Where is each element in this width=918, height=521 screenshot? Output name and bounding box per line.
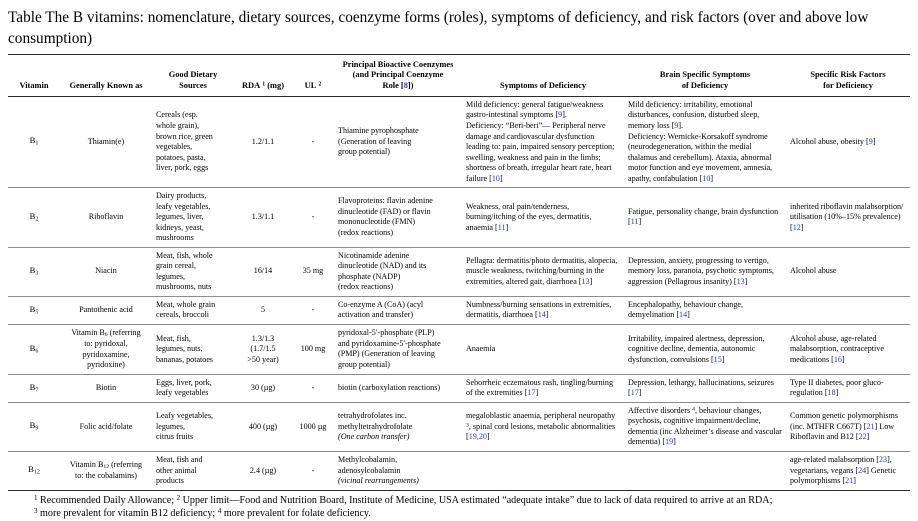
cell-risk-factors bbox=[786, 296, 910, 324]
cell-symptoms: Numbness/burning sensations in extremities, dermatitis, diarrhoea [14] bbox=[466, 299, 612, 320]
cell-vitamin: $B_3$ bbox=[29, 265, 39, 277]
cell-sources: Cereals (esp. whole grain), brown rice, green vegetables, potatoes, pasta, liver, pork, eggs bbox=[156, 110, 213, 173]
cell-vitamin: $B_7$ bbox=[29, 381, 39, 394]
cell-ul: - bbox=[311, 465, 315, 475]
cell-ul: - bbox=[311, 136, 315, 146]
cell-brain-symptoms: Irritability, impaired alertness, depression, cognitive decline, dementia, autonomic dysfunction, convulsions [15] bbox=[628, 333, 765, 364]
cell-known-as: Vitamin $B_{12}$ (referring to: the cobalamins) bbox=[69, 459, 143, 481]
cell-vitamin: $B_1$ bbox=[29, 135, 39, 147]
cell-vitamin: $B_{12}$ bbox=[28, 464, 40, 476]
col-header-symptoms: Symptoms of Deficiency bbox=[499, 80, 587, 90]
cell-rda: 2.4 (µg) bbox=[249, 465, 277, 475]
cell-known-as: Pantothenic acid bbox=[79, 304, 133, 314]
cell-known-as: Biotin bbox=[95, 383, 117, 393]
cell-risk-factors: Alcohol abuse, obesity [9] bbox=[790, 136, 876, 146]
cell-brain-symptoms: Affective disorders $^4$, behaviour changes, psychosis, cognitive impairment/decline, dementia (inc Alzheimer’s disease and vascular dementia) [19] bbox=[628, 405, 782, 447]
cell-rda: 1.3/1.1 bbox=[251, 212, 275, 222]
col-header-sources: Good Dietary Sources bbox=[168, 70, 218, 90]
cell-ul: - bbox=[311, 383, 315, 393]
cell-symptoms: Anaemia bbox=[466, 344, 496, 354]
cell-sources: Eggs, liver, pork, leafy vegetables bbox=[156, 377, 212, 398]
cell-known-as: Niacin bbox=[95, 266, 117, 276]
cell-ul: - bbox=[311, 304, 315, 314]
cell-sources: Meat, fish and other animal products bbox=[156, 455, 203, 486]
cell-risk-factors: age-related malabsorption [23], vegetarians, vegans [24] Genetic polymorphisms [21] bbox=[790, 455, 897, 486]
cell-symptoms: Pellagra: dermatitis/photo dermatitis, alopecia, muscle weakness, twitching/burning in the extremities, altered gait, diarrhoea [13] bbox=[466, 255, 618, 286]
cell-known-as: Vitamin $B_6$ (referring to: pyridoxal, pyridoxamine, pyridoxine) bbox=[71, 327, 141, 370]
cell-rda: 1.2/1.1 bbox=[251, 136, 275, 146]
cell-rda: 400 (µg) bbox=[248, 421, 278, 431]
table-footnotes bbox=[8, 491, 910, 521]
cell-symptoms: Weakness, oral pain/tenderness, burning/itching of the eyes, dermatitis, anaemia [11] bbox=[466, 201, 592, 232]
cell-risk-factors: inherited riboflavin malabsorption/ utilisation (10%–15% prevalence) [12] bbox=[790, 201, 904, 232]
cell-brain-symptoms: Depression, anxiety, progressing to vertigo, memory loss, paranoia, psychotic symptoms, aggression (Pellagrous insanity) [13] bbox=[628, 255, 774, 286]
cell-symptoms: megaloblastic anaemia, peripheral neuropathy $^3$, spinal cord lesions, metabolic abnormalities [19,20] bbox=[466, 411, 616, 442]
cell-rda: 5 bbox=[260, 304, 266, 314]
cell-coenzyme: Methylcobalamin, adenosylcobalamin (vicinal rearrangements) bbox=[338, 455, 419, 486]
table-row bbox=[8, 296, 910, 324]
col-header-known-as: Generally Known as bbox=[69, 80, 143, 90]
header-row bbox=[8, 55, 910, 97]
cell-brain-symptoms: Encephalopathy, behaviour change, demyelination [14] bbox=[628, 299, 743, 320]
col-header-coenzyme: Principal Bioactive Coenzymes (and Principal Coenzyme Role [8]) bbox=[342, 60, 454, 90]
col-header-risk: Specific Risk Factors for Deficiency bbox=[810, 70, 886, 90]
cell-vitamin: $B_2$ bbox=[29, 210, 39, 223]
table-row bbox=[8, 402, 910, 451]
table-header bbox=[8, 55, 910, 97]
cell-coenzyme: pyridoxal-5′-phosphate (PLP) and pyridoxamine-5′-phosphate (PMP) (Generation of leaving group potential) bbox=[338, 328, 441, 369]
cell-sources: Meat, fish, legumes, nuts, bananas, potatoes bbox=[156, 333, 214, 364]
cell-vitamin: $B_6$ bbox=[29, 342, 39, 355]
cell-brain-symptoms: Mild deficiency: irritability, emotional disturbances, confusion, disturbed sleep, memory loss [9]. Deficiency: Wernicke-Korsakoff syndrome (neurodegeneration, within the medial thalamus and cerebellum). Ataxia, abnormal motor function and eye movement, amnesia, apathy, confabulation [10] bbox=[628, 99, 773, 183]
cell-ul: - bbox=[311, 212, 315, 222]
cell-symptoms: Seborrheic eczematous rash, tingling/burning of the extremities [17] bbox=[466, 377, 613, 398]
cell-risk-factors: Alcohol abuse, age-related malabsorption, contraceptive medications [16] bbox=[790, 333, 884, 364]
col-header-brain: Brain Specific Symptoms of Deficiency bbox=[659, 70, 751, 90]
cell-sources: Meat, fish, whole grain cereal, legumes, mushrooms, nuts bbox=[156, 250, 213, 292]
table-row bbox=[8, 188, 910, 248]
table-row bbox=[8, 452, 910, 491]
footnote-line-1: $^1$ Recommended Daily Allowance; $^2$ Upper limit—Food and Nutrition Board, Institute of Medicine, USA estimated “adequate intake” due to lack of data required to arrive at an RDA; bbox=[34, 493, 773, 506]
col-header-ul: UL $^2$ bbox=[304, 80, 322, 90]
cell-ul: 1000 µg bbox=[299, 421, 327, 431]
cell-vitamin: $B_9$ bbox=[29, 420, 39, 432]
table-row bbox=[8, 324, 910, 374]
cell-sources: Dairy products, leafy vegetables, legumes, liver, kidneys, yeast, mushrooms bbox=[156, 191, 211, 243]
cell-known-as: Riboflavin bbox=[88, 212, 124, 222]
cell-rda: 1.3/1.3 (1.7/1.5 >50 year) bbox=[247, 333, 279, 364]
cell-coenzyme: tetrahydrofolates inc. methyltetrahydrofolate (One carbon transfer) bbox=[338, 411, 413, 442]
cell-brain-symptoms: Depression, lethargy, hallucinations, seizures [17] bbox=[628, 377, 774, 398]
coenzyme-role-italic: (One carbon transfer) bbox=[338, 432, 410, 442]
table-row bbox=[8, 96, 910, 187]
cell-brain-symptoms bbox=[624, 452, 786, 491]
cell-sources: Leafy vegetables, legumes, citrus fruits bbox=[156, 411, 214, 442]
table-row bbox=[8, 247, 910, 296]
cell-ul: 35 mg bbox=[302, 266, 324, 276]
footnote-line-2: $^3$ more prevalent for vitamin B12 deficiency; $^4$ more prevalent for folate deficiency. bbox=[34, 507, 371, 520]
cell-vitamin: $B_5$ bbox=[29, 303, 39, 315]
table-row bbox=[8, 374, 910, 402]
cell-known-as: Folic acid/folate bbox=[79, 421, 133, 431]
b-vitamins-table bbox=[8, 54, 910, 490]
cell-risk-factors: Alcohol abuse bbox=[790, 266, 837, 276]
cell-ul: 100 mg bbox=[300, 344, 326, 354]
col-header-vitamin: Vitamin bbox=[19, 80, 49, 90]
cell-coenzyme: Thiamine pyrophosphate (Generation of leaving group potential) bbox=[338, 126, 419, 157]
cell-symptoms: Mild deficiency: general fatigue/weakness gastro-intestinal symptoms [9]. Deficiency: “Beri-beri”— Peripheral nerve damage and cardiovascular dysfunction leading to: pain, impaired sensory perception; swelling, weakness and pain in the limbs; shortness of breath, irregular heart rate, heart failure [10] bbox=[466, 99, 615, 183]
table-caption: Table The B vitamins: nomenclature, dietary sources, coenzyme forms (roles), symptoms of deficiency, and risk factors (over and above low consumption) bbox=[8, 9, 869, 48]
cell-coenzyme: Co-enzyme A (CoA) (acyl activation and transfer) bbox=[338, 299, 424, 320]
cell-risk-factors: Type II diabetes, poor gluco-regulation [18] bbox=[790, 377, 884, 398]
cell-risk-factors: Common genetic polymorphisms (inc. MTHFR C667T) [21] Low Riboflavin and B12 [22] bbox=[790, 411, 898, 442]
cell-symptoms bbox=[462, 452, 624, 491]
cell-coenzyme: Nicotinamide adenine dinucleotide (NAD) and its phosphate (NADP) (redox reactions) bbox=[338, 250, 427, 292]
cell-brain-symptoms: Fatigue, personality change, brain dysfunction [11] bbox=[628, 206, 779, 227]
cell-sources: Meat, whole grain cereals, broccoli bbox=[156, 299, 216, 320]
cell-rda: 30 (µg) bbox=[250, 383, 276, 393]
coenzyme-role-italic: (vicinal rearrangements) bbox=[338, 476, 419, 486]
cell-rda: 16/14 bbox=[253, 266, 273, 276]
table-body bbox=[8, 96, 910, 490]
col-header-rda: RDA $^1$ (mg) bbox=[241, 80, 285, 90]
cell-known-as: Thiamin(e) bbox=[87, 136, 125, 146]
cell-coenzyme: biotin (carboxylation reactions) bbox=[338, 383, 441, 393]
cell-coenzyme: Flavoproteins: flavin adenine dinucleotide (FAD) or flavin mononucleotide (FMN) (redox reactions) bbox=[338, 196, 433, 237]
